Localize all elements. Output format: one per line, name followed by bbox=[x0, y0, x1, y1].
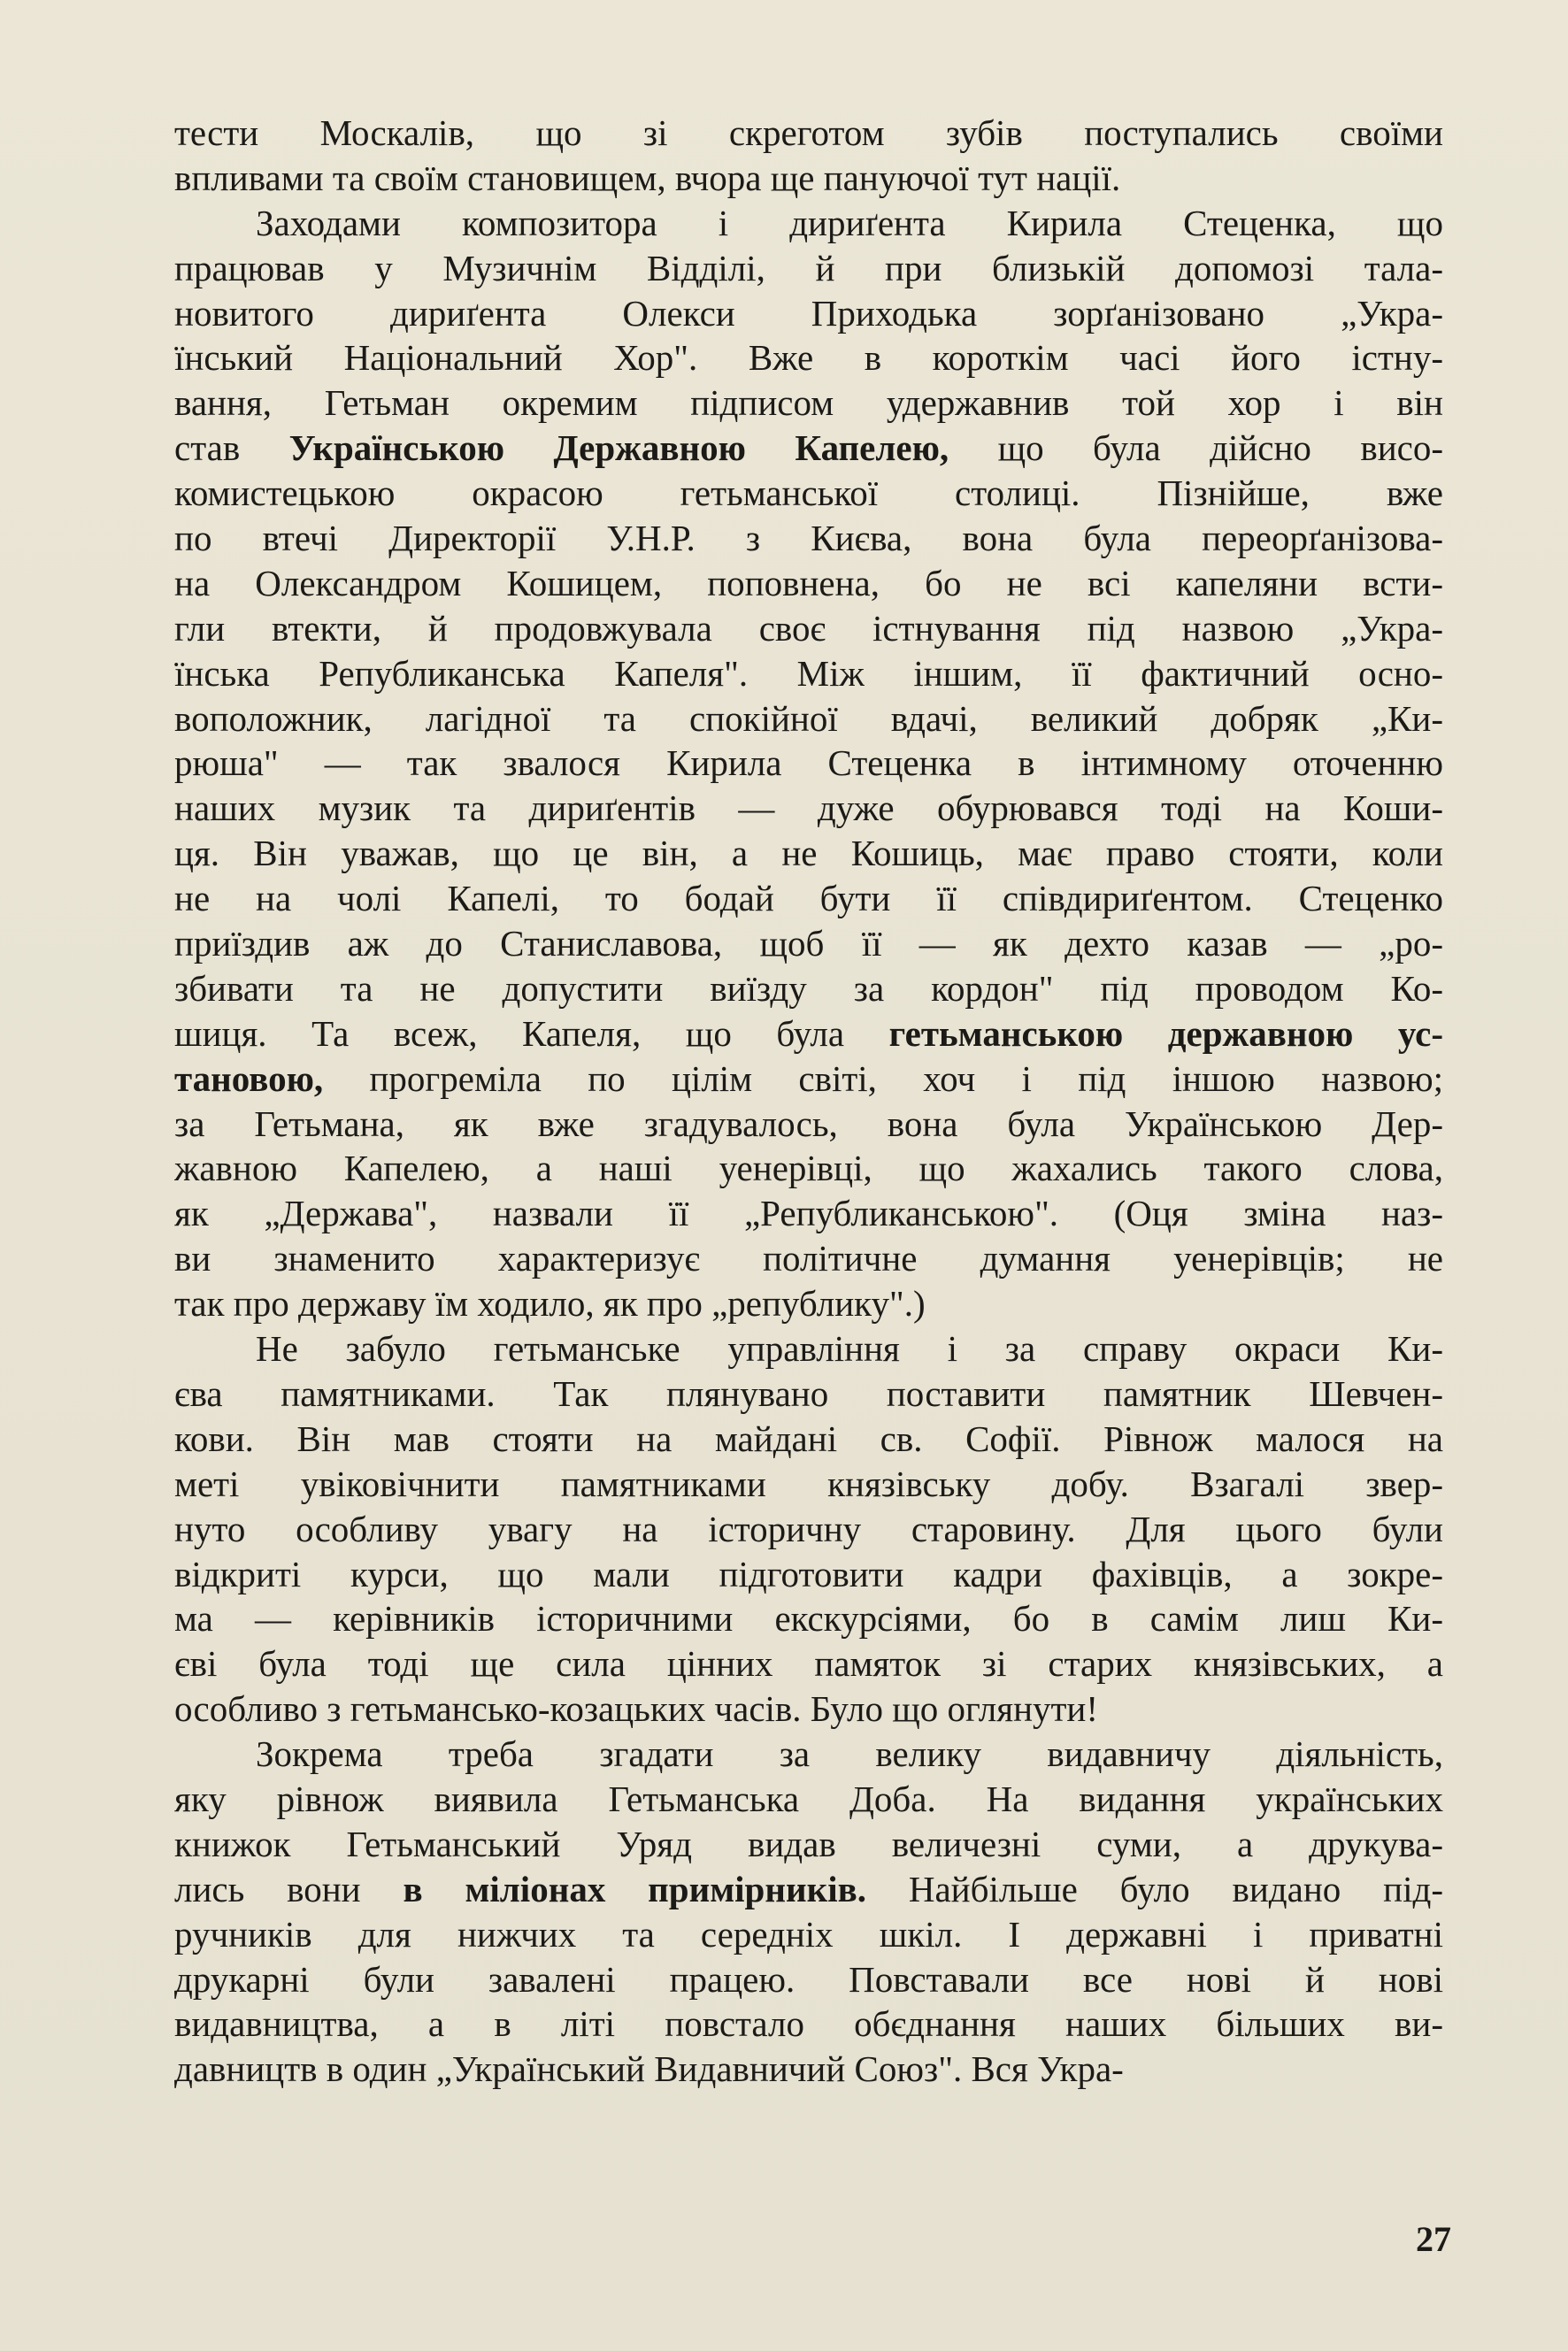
text-line bbox=[174, 380, 1443, 426]
text-line bbox=[174, 966, 1443, 1011]
text-run: як „Держава", назвали її „Републиканською". (Оця зміна наз- bbox=[174, 1193, 1443, 1234]
text-run: наших музик та дириґентів — дуже обурювався тоді на Коши- bbox=[174, 788, 1443, 829]
text-line bbox=[174, 1236, 1443, 1281]
text-line bbox=[174, 335, 1443, 380]
paragraph bbox=[174, 1326, 1443, 1732]
bold-text: Українською Державною Капелею, bbox=[288, 427, 949, 469]
text-line bbox=[174, 516, 1443, 561]
text-run: книжок Гетьманський Уряд видав величезні суми, а друкува- bbox=[174, 1823, 1443, 1864]
text-line bbox=[174, 471, 1443, 516]
text-line bbox=[174, 111, 1443, 156]
bold-text: гетьманською державною ус- bbox=[888, 1012, 1443, 1054]
text-line bbox=[174, 876, 1443, 921]
text-run: новитого дириґента Олекси Приходька зорґанізовано „Укра- bbox=[174, 292, 1443, 334]
text-line bbox=[174, 1867, 1443, 1912]
text-run: шиця. Та всеж, Капеля, що була bbox=[174, 1012, 889, 1054]
paragraph bbox=[174, 1732, 1443, 2092]
text-run: Не забуло гетьманське управління і за справу окраси Ки- bbox=[256, 1328, 1443, 1370]
text-run: що була дійсно висо- bbox=[949, 427, 1443, 469]
page-number: 27 bbox=[1416, 2219, 1451, 2259]
text-run: єва памятниками. Так плянувано поставити памятник Шевчен- bbox=[174, 1372, 1443, 1414]
text-line bbox=[174, 426, 1443, 471]
text-line bbox=[174, 786, 1443, 831]
text-line bbox=[174, 1777, 1443, 1822]
text-run: яку рівнож виявила Гетьманська Доба. На видання українських bbox=[174, 1778, 1443, 1819]
bold-text: в міліонах примірників. bbox=[403, 1868, 867, 1909]
text-run: лись вони bbox=[174, 1868, 404, 1909]
text-run: ця. Він уважав, що це він, а не Кошиць, має право стояти, коли bbox=[174, 833, 1443, 874]
text-run: вання, Гетьман окремим підписом удержавнив той хор і він bbox=[174, 382, 1443, 424]
text-line bbox=[174, 1912, 1443, 1957]
text-run: працював у Музичнім Відділі, й при близькій допомозі тала- bbox=[174, 247, 1443, 288]
text-line bbox=[174, 1641, 1443, 1686]
text-line bbox=[174, 696, 1443, 741]
text-run: видавництва, а в літі повстало обєднання наших більших ви- bbox=[174, 2003, 1443, 2045]
text-line bbox=[174, 1146, 1443, 1191]
text-run: прогреміла по цілім світі, хоч і під іншою назвою; bbox=[323, 1057, 1443, 1099]
text-run: воположник, лагідної та спокійної вдачі, великий добряк „Ки- bbox=[174, 697, 1443, 739]
text-line bbox=[174, 246, 1443, 291]
text-line bbox=[174, 2047, 1443, 2092]
text-run: тести Москалів, що зі скреготом зубів поступались своїми bbox=[174, 112, 1443, 153]
text-line bbox=[174, 606, 1443, 651]
text-run: приїздив аж до Станиславова, щоб її — як дехто казав — „ро- bbox=[174, 923, 1443, 964]
text-line bbox=[174, 1102, 1443, 1147]
text-line bbox=[174, 1732, 1443, 1777]
text-run: впливами та своїм становищем, вчора ще пануючої тут нації. bbox=[174, 157, 1121, 198]
text-run: меті увіковічнити памятниками князівську добу. Взагалі звер- bbox=[174, 1463, 1443, 1504]
text-line bbox=[174, 741, 1443, 786]
body-text bbox=[174, 111, 1443, 2092]
text-run: ручників для нижчих та середніх шкіл. І державні і приватні bbox=[174, 1913, 1443, 1955]
text-line bbox=[174, 1507, 1443, 1552]
text-line bbox=[174, 1191, 1443, 1236]
text-run: так про державу їм ходило, як про „републику".) bbox=[174, 1283, 926, 1325]
text-line bbox=[174, 921, 1443, 966]
text-run: рюша" — так звалося Кирила Стеценка в інтимному оточенню bbox=[174, 742, 1443, 784]
bold-text: тановою, bbox=[174, 1057, 324, 1099]
text-run: єві була тоді ще сила цінних памяток зі старих князівських, а bbox=[174, 1643, 1443, 1685]
text-run: на Олександром Кошицем, поповнена, бо не всі капеляни всти- bbox=[174, 562, 1443, 603]
text-run: ма — керівників історичними екскурсіями, бо в самім лиш Ки- bbox=[174, 1598, 1443, 1640]
text-line bbox=[174, 1056, 1443, 1102]
text-run: комистецькою окрасою гетьманської столиці. Пізнійше, вже bbox=[174, 473, 1443, 514]
text-run: нуто особливу увагу на історичну старовину. Для цього були bbox=[174, 1508, 1443, 1549]
text-line bbox=[174, 1281, 1443, 1326]
text-run: не на чолі Капелі, то бодай бути її співдириґентом. Стеценко bbox=[174, 878, 1443, 919]
text-run: Заходами композитора і дириґента Кирила Стеценка, що bbox=[256, 202, 1443, 243]
text-line bbox=[174, 1957, 1443, 2002]
text-line bbox=[174, 2001, 1443, 2047]
paragraph bbox=[174, 111, 1443, 201]
text-run: їнський Національний Хор". Вже в короткім часі його істну- bbox=[174, 337, 1443, 379]
text-line bbox=[174, 1822, 1443, 1867]
text-line bbox=[174, 651, 1443, 696]
text-run: Зокрема треба згадати за велику видавничу діяльність, bbox=[256, 1733, 1443, 1775]
text-run: по втечі Директорії У.Н.Р. з Києва, вона була переорґанізова- bbox=[174, 518, 1443, 559]
text-line bbox=[174, 1686, 1443, 1732]
text-line bbox=[174, 1326, 1443, 1371]
text-line bbox=[174, 291, 1443, 336]
text-line bbox=[174, 201, 1443, 246]
text-line bbox=[174, 1011, 1443, 1056]
text-line bbox=[174, 1371, 1443, 1417]
text-run: Найбільше було видано під- bbox=[866, 1868, 1443, 1909]
text-run: збивати та не допустити виїзду за кордон" під проводом Ко- bbox=[174, 967, 1443, 1009]
text-run: особливо з гетьмансько-козацьких часів. Було що оглянути! bbox=[174, 1688, 1099, 1730]
text-run: за Гетьмана, як вже згадувалось, вона була Українською Дер- bbox=[174, 1103, 1443, 1144]
text-run: друкарні були завалені працею. Повставали все нові й нові bbox=[174, 1958, 1443, 2000]
text-run: гли втекти, й продовжувала своє істнування під назвою „Укра- bbox=[174, 607, 1443, 649]
text-line bbox=[174, 561, 1443, 606]
text-run: став bbox=[174, 427, 289, 469]
text-line bbox=[174, 1417, 1443, 1462]
text-run: відкриті курси, що мали підготовити кадри фахівців, а зокре- bbox=[174, 1553, 1443, 1594]
text-line bbox=[174, 1552, 1443, 1597]
text-run: кови. Він мав стояти на майдані св. Софії. Рівнож малося на bbox=[174, 1418, 1443, 1459]
text-line bbox=[174, 1596, 1443, 1641]
text-run: їнська Републиканська Капеля". Між іншим, її фактичний осно- bbox=[174, 652, 1443, 694]
text-line bbox=[174, 156, 1443, 201]
text-line bbox=[174, 831, 1443, 876]
text-run: ви знаменито характеризує політичне думання уенерівців; не bbox=[174, 1238, 1443, 1279]
paragraph bbox=[174, 201, 1443, 1326]
text-run: давництв в один „Український Видавничий Союз". Вся Укра- bbox=[174, 2048, 1124, 2090]
text-run: жавною Капелею, а наші уенерівці, що жахались такого слова, bbox=[174, 1148, 1443, 1189]
text-line bbox=[174, 1462, 1443, 1507]
